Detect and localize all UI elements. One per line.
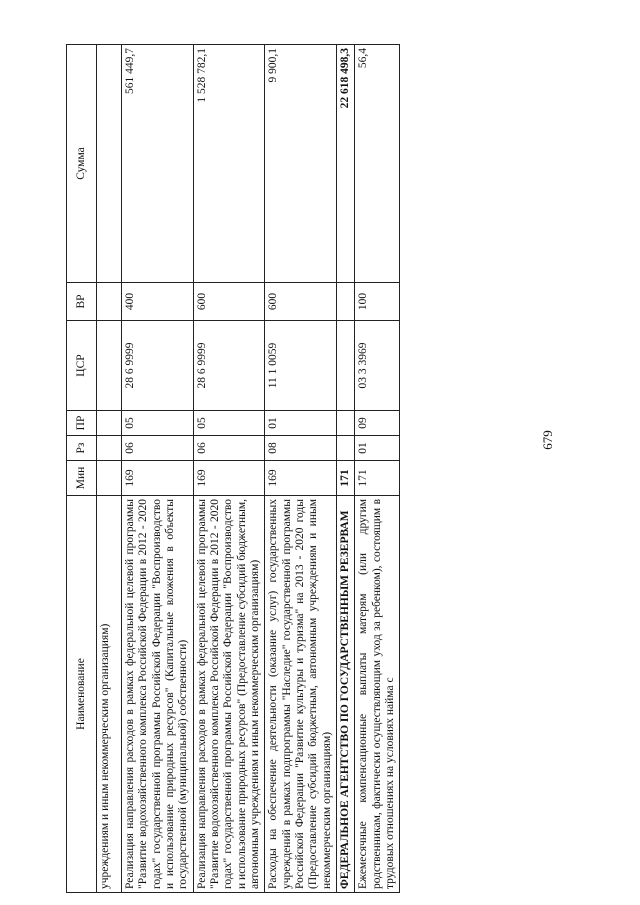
row-name: Ежемесячные компенсационные выплаты матерям (или другим родственникам, фактически осуществляющим уход за ребенком), состоящим в трудовых отношениях на условиях найма с bbox=[355, 496, 400, 893]
row-vr bbox=[97, 283, 122, 321]
row-vr: 600 bbox=[193, 283, 265, 321]
rotated-page bbox=[66, 45, 586, 893]
table-row bbox=[265, 45, 337, 893]
row-sum bbox=[97, 45, 122, 283]
table-row bbox=[122, 45, 194, 893]
row-name: Расходы на обеспечение деятельности (оказание услуг) государственных учреждений в рамках подпрограммы "Наследие" государственной программы Российской Федерации "Развитие культуры и туризма" на 2013 - 2020 годы (Предоставление субсидий бюджетным, автономным учреждениям и иным некоммерческим организациям) bbox=[265, 496, 337, 893]
row-min: 169 bbox=[265, 461, 337, 496]
row-min: 169 bbox=[122, 461, 194, 496]
row-csr bbox=[336, 321, 354, 411]
row-min: 169 bbox=[193, 461, 265, 496]
row-csr bbox=[97, 321, 122, 411]
row-pr bbox=[336, 411, 354, 436]
row-name: Реализация направления расходов в рамках федеральной целевой программы "Развитие водохозяйственного комплекса Российской Федерации в 2012 - 2020 годах" государственной программы Российской Федерации "Воспроизводство и использование природных ресурсов" (Капитальные вложения в объекты государственной (муниципальной) собственности) bbox=[122, 496, 194, 893]
row-min bbox=[97, 461, 122, 496]
row-name: ФЕДЕРАЛЬНОЕ АГЕНТСТВО ПО ГОСУДАРСТВЕННЫМ РЕЗЕРВАМ bbox=[336, 496, 354, 893]
row-sum: 561 449,7 bbox=[122, 45, 194, 283]
row-pr: 01 bbox=[265, 411, 337, 436]
row-csr: 11 1 0059 bbox=[265, 321, 337, 411]
header-pr: ПР bbox=[67, 411, 97, 436]
table-row bbox=[193, 45, 265, 893]
header-csr: ЦСР bbox=[67, 321, 97, 411]
row-rz: 06 bbox=[122, 436, 194, 461]
header-vr: ВР bbox=[67, 283, 97, 321]
row-rz bbox=[336, 436, 354, 461]
row-sum: 56,4 bbox=[355, 45, 400, 283]
header-name: Наименование bbox=[67, 496, 97, 893]
table-row bbox=[355, 45, 400, 893]
row-min: 171 bbox=[355, 461, 400, 496]
row-rz bbox=[97, 436, 122, 461]
row-name: учреждениям и иным некоммерческим организациям) bbox=[97, 496, 122, 893]
row-min: 171 bbox=[336, 461, 354, 496]
row-vr: 400 bbox=[122, 283, 194, 321]
row-sum: 1 528 782,1 bbox=[193, 45, 265, 283]
budget-table bbox=[66, 44, 400, 893]
row-rz: 01 bbox=[355, 436, 400, 461]
row-rz: 06 bbox=[193, 436, 265, 461]
row-pr: 09 bbox=[355, 411, 400, 436]
row-csr: 28 6 9999 bbox=[122, 321, 194, 411]
row-pr: 05 bbox=[122, 411, 194, 436]
row-rz: 08 bbox=[265, 436, 337, 461]
row-vr: 600 bbox=[265, 283, 337, 321]
row-sum: 22 618 498,3 bbox=[336, 45, 354, 283]
header-sum: Сумма bbox=[67, 45, 97, 283]
table-row-agency bbox=[336, 45, 354, 893]
table-header bbox=[67, 45, 97, 893]
row-pr bbox=[97, 411, 122, 436]
row-csr: 03 3 3969 bbox=[355, 321, 400, 411]
row-vr bbox=[336, 283, 354, 321]
row-vr: 100 bbox=[355, 283, 400, 321]
row-sum: 9 900,1 bbox=[265, 45, 337, 283]
header-rz: Рз bbox=[67, 436, 97, 461]
table-row bbox=[97, 45, 122, 893]
row-csr: 28 6 9999 bbox=[193, 321, 265, 411]
header-min: Мин bbox=[67, 461, 97, 496]
row-name: Реализация направления расходов в рамках федеральной целевой программы "Развитие водохозяйственного комплекса Российской Федерации в 2012 - 2020 годах" государственной программы Российской Федерации "Воспроизводство и использование природных ресурсов" (Предоставление субсидий бюджетным, автономным учреждениям и иным некоммерческим организациям) bbox=[193, 496, 265, 893]
row-pr: 05 bbox=[193, 411, 265, 436]
page-number: 679 bbox=[540, 430, 555, 450]
